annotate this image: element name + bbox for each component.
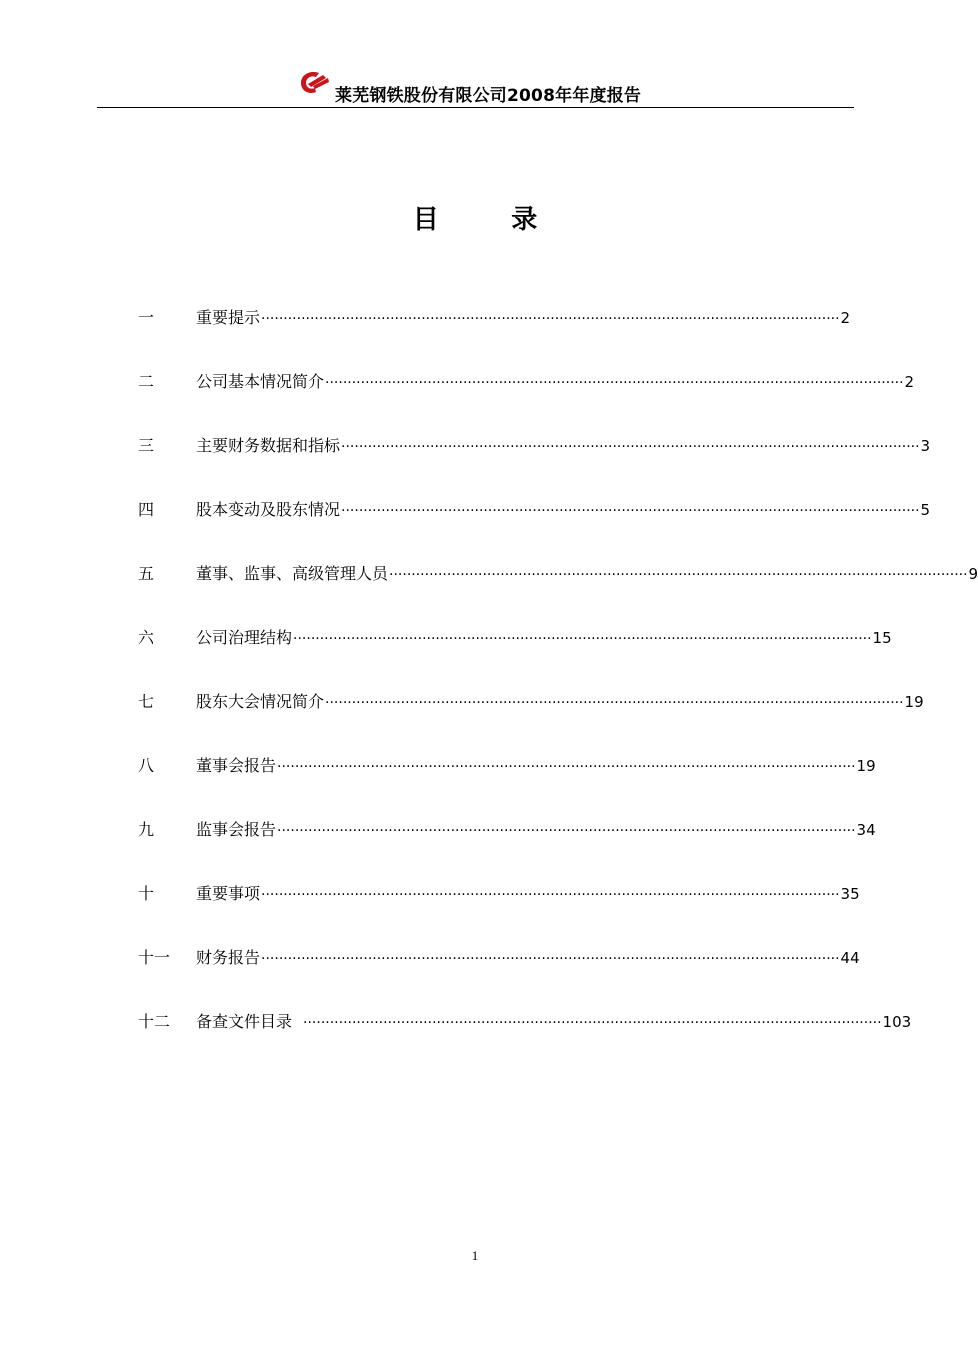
toc-entry-title: 股东大会情况简介 xyxy=(196,692,325,711)
toc-entry-title: 监事会报告 xyxy=(196,820,277,839)
toc-entry-number: 十一 xyxy=(138,948,171,967)
toc-entry-page: 2 xyxy=(840,309,851,327)
toc-leader-dots: ·································································································································· xyxy=(341,439,920,455)
toc-title: 目 录 xyxy=(412,205,538,235)
toc-entry-page: 103 xyxy=(882,1013,912,1031)
toc-entry-title: 主要财务数据和指标 xyxy=(196,436,341,455)
toc-entry-number: 五 xyxy=(138,564,155,583)
toc-entry-title: 备查文件目录 xyxy=(196,1012,293,1031)
toc-entry[interactable] xyxy=(138,626,892,650)
toc-entry-title: 重要事项 xyxy=(196,884,261,903)
toc-entry-title: 公司治理结构 xyxy=(196,628,293,647)
toc-entry-page: 34 xyxy=(856,821,876,839)
toc-entry-title: 财务报告 xyxy=(196,948,261,967)
toc-entry-number: 九 xyxy=(138,820,155,839)
toc-leader-dots: ·································································································································· xyxy=(261,887,840,903)
toc-entry-page: 35 xyxy=(840,885,860,903)
toc-entry[interactable] xyxy=(138,882,860,906)
toc-entry-number: 七 xyxy=(138,692,155,711)
page-header xyxy=(97,66,854,108)
toc-leader-dots: ·································································································································· xyxy=(277,759,856,775)
toc-entry[interactable] xyxy=(138,306,851,330)
toc-entry-title: 董事、监事、高级管理人员 xyxy=(196,564,389,583)
toc-leader-dots: ·································································································································· xyxy=(341,503,920,519)
toc-entry-page: 44 xyxy=(840,949,860,967)
toc-leader-dots: ·································································································································· xyxy=(303,1015,882,1031)
toc-entry[interactable] xyxy=(138,1010,912,1034)
laiwu-steel-logo-icon xyxy=(297,69,331,97)
page-number: 1 xyxy=(471,1248,479,1263)
toc-entry[interactable] xyxy=(138,818,876,842)
toc-entry-page: 19 xyxy=(904,693,924,711)
toc-entry-title: 重要提示 xyxy=(196,308,261,327)
toc-leader-dots: ·································································································································· xyxy=(389,567,968,583)
toc-leader-dots: ·································································································································· xyxy=(325,375,904,391)
toc-entry-number: 六 xyxy=(138,628,155,647)
toc-entry[interactable] xyxy=(138,690,924,714)
toc-entry-number: 十二 xyxy=(138,1012,171,1031)
toc-entry-page: 19 xyxy=(856,757,876,775)
toc-leader-dots: ·································································································································· xyxy=(293,631,872,647)
toc-entry-number: 二 xyxy=(138,372,155,391)
report-header-title: 莱芜钢铁股份有限公司2008年年度报告 xyxy=(335,86,642,106)
toc-leader-dots: ·································································································································· xyxy=(261,951,840,967)
toc-entry-number: 十 xyxy=(138,884,155,903)
toc-entry[interactable] xyxy=(138,562,978,586)
toc-entry-page: 2 xyxy=(904,373,915,391)
toc-entry-page: 9 xyxy=(968,565,978,583)
toc-entry-page: 15 xyxy=(872,629,892,647)
toc-entry-title: 股本变动及股东情况 xyxy=(196,500,341,519)
toc-entry-page: 5 xyxy=(920,501,931,519)
toc-leader-dots: ·································································································································· xyxy=(325,695,904,711)
toc-entry[interactable] xyxy=(138,754,876,778)
toc-entry-number: 三 xyxy=(138,436,155,455)
toc-entry-page: 3 xyxy=(920,437,931,455)
toc-entry-number: 八 xyxy=(138,756,155,775)
toc-entry-number: 四 xyxy=(138,500,155,519)
toc-entry[interactable] xyxy=(138,946,860,970)
toc-leader-dots: ·································································································································· xyxy=(261,311,840,327)
toc-leader-dots: ·································································································································· xyxy=(277,823,856,839)
toc-entry[interactable] xyxy=(138,498,931,522)
toc-entry-number: 一 xyxy=(138,308,155,327)
toc-entry-title: 董事会报告 xyxy=(196,756,277,775)
toc-entry[interactable] xyxy=(138,434,931,458)
toc-entry-title: 公司基本情况简介 xyxy=(196,372,325,391)
toc-entry[interactable] xyxy=(138,370,915,394)
